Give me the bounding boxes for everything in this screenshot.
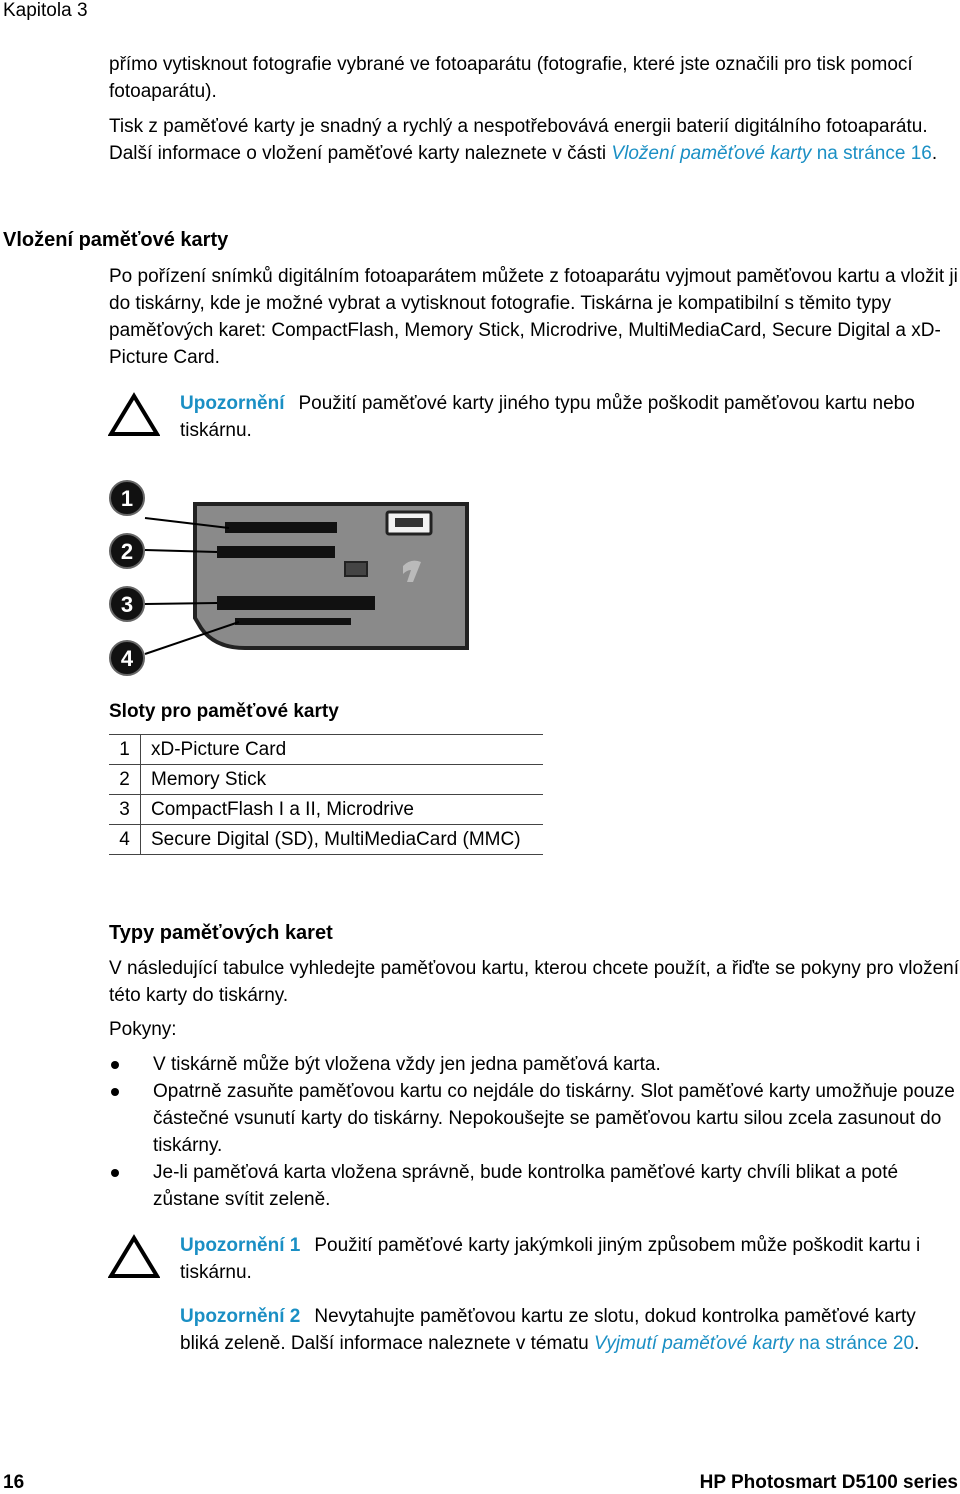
instructions-list <box>109 1051 959 1213</box>
slot-label: CompactFlash I a II, Microdrive <box>141 795 544 825</box>
slot-4 <box>235 618 351 625</box>
callout-3 <box>110 587 144 621</box>
list-item: V tiskárně může být vložena vždy jen jedna paměťová karta. <box>109 1051 959 1078</box>
caution-note-1 <box>180 1232 940 1286</box>
callout-4 <box>110 641 144 675</box>
link-remove-card[interactable]: Vyjmutí paměťové karty <box>594 1333 794 1354</box>
card-slots-illustration <box>105 478 475 678</box>
product-name: HP Photosmart D5100 series <box>699 1472 958 1493</box>
svg-text:4: 4 <box>120 646 134 671</box>
page-number: 16 <box>3 1472 25 1493</box>
table-row <box>109 825 543 855</box>
link-page-20[interactable]: na stránce 20 <box>793 1333 915 1354</box>
caution-label: Upozornění 2 <box>180 1306 301 1327</box>
slot-label: xD-Picture Card <box>141 735 544 765</box>
intro-paragraph-2 <box>109 113 954 167</box>
svg-text:3: 3 <box>120 592 134 617</box>
slot-number: 3 <box>109 795 141 825</box>
caution-text: Nevytahujte paměťovou kartu ze slotu, dokud kontrolka paměťové karty bliká zeleně. Další informace naleznete v tématu <box>180 1306 916 1354</box>
table-row <box>109 765 543 795</box>
caution-label: Upozornění 1 <box>180 1235 301 1256</box>
slot-label: Secure Digital (SD), MultiMediaCard (MMC) <box>141 825 544 855</box>
callout-1 <box>110 481 144 515</box>
slots-table <box>109 734 543 855</box>
slot-3 <box>217 596 375 610</box>
slot-2 <box>217 546 335 558</box>
caution-note-2 <box>180 1303 940 1357</box>
slot-label: Memory Stick <box>141 765 544 795</box>
caution-label: Upozornění <box>180 393 285 414</box>
section-title: Vložení paměťové karty <box>3 229 229 251</box>
table-row <box>109 735 543 765</box>
footer-rule <box>0 1468 960 1469</box>
list-item: Opatrně zasuňte paměťovou kartu co nejdále do tiskárny. Slot paměťové karty umožňuje pouze částečné vsunutí karty do tiskárny. Nepokoušejte se paměťovou kartu silou zcela zasunout do tiskárny. <box>109 1078 959 1159</box>
types-title: Typy paměťových karet <box>109 922 333 944</box>
chapter-header: Kapitola 3 <box>3 0 88 21</box>
link-insert-card[interactable]: Vložení paměťové karty <box>611 143 812 164</box>
svg-text:2: 2 <box>120 539 134 564</box>
link-page-16[interactable]: na stránce 16 <box>811 143 932 164</box>
list-item: Je-li paměťová karta vložena správně, bude kontrolka paměťové karty chvíli blikat a poté zůstane svítit zeleně. <box>109 1159 959 1213</box>
intro-end: . <box>931 143 938 164</box>
table-row <box>109 795 543 825</box>
section-paragraph: Po pořízení snímků digitálním fotoaparátem můžete z fotoaparátu vyjmout paměťovou kartu a vložit ji do tiskárny, kde je možné vybrat a vytisknout fotografie. Tiskárna je kompatibilní s těmito typy paměťových karet: CompactFlash, Memory Stick, Microdrive, MultiMediaCard, Secure Digital a xD-Picture Card. <box>109 266 958 368</box>
intro-text: Tisk z paměťové karty je snadný a rychlý a nespotřebovává energii baterií digitálního fotoaparátu. Další informace o vložení paměťové karty naleznete v části <box>109 116 928 164</box>
intro-paragraph-1: přímo vytisknout fotografie vybrané ve fotoaparátu (fotografie, které jste označili pro tisk pomocí fotoaparátu). <box>109 54 913 102</box>
instructions-label: Pokyny: <box>109 1019 177 1040</box>
warning-icon <box>108 392 160 438</box>
slot-number: 4 <box>109 825 141 855</box>
caution-end: . <box>914 1333 920 1354</box>
caution-text: Použití paměťové karty jiného typu může poškodit paměťovou kartu nebo tiskárnu. <box>180 393 915 441</box>
caution-text: Použití paměťové karty jakýmkoli jiným způsobem může poškodit kartu i tiskárnu. <box>180 1235 921 1283</box>
types-paragraph: V následující tabulce vyhledejte paměťovou kartu, kterou chcete použít, a řiďte se pokyny pro vložení této karty do tiskárny. <box>109 958 959 1006</box>
warning-icon <box>108 1234 160 1280</box>
caution-note <box>180 390 940 444</box>
slots-table-title: Sloty pro paměťové karty <box>109 701 339 722</box>
callout-2 <box>110 534 144 568</box>
slot-1 <box>225 522 337 533</box>
svg-text:1: 1 <box>120 486 134 511</box>
slot-number: 2 <box>109 765 141 795</box>
slot-number: 1 <box>109 735 141 765</box>
